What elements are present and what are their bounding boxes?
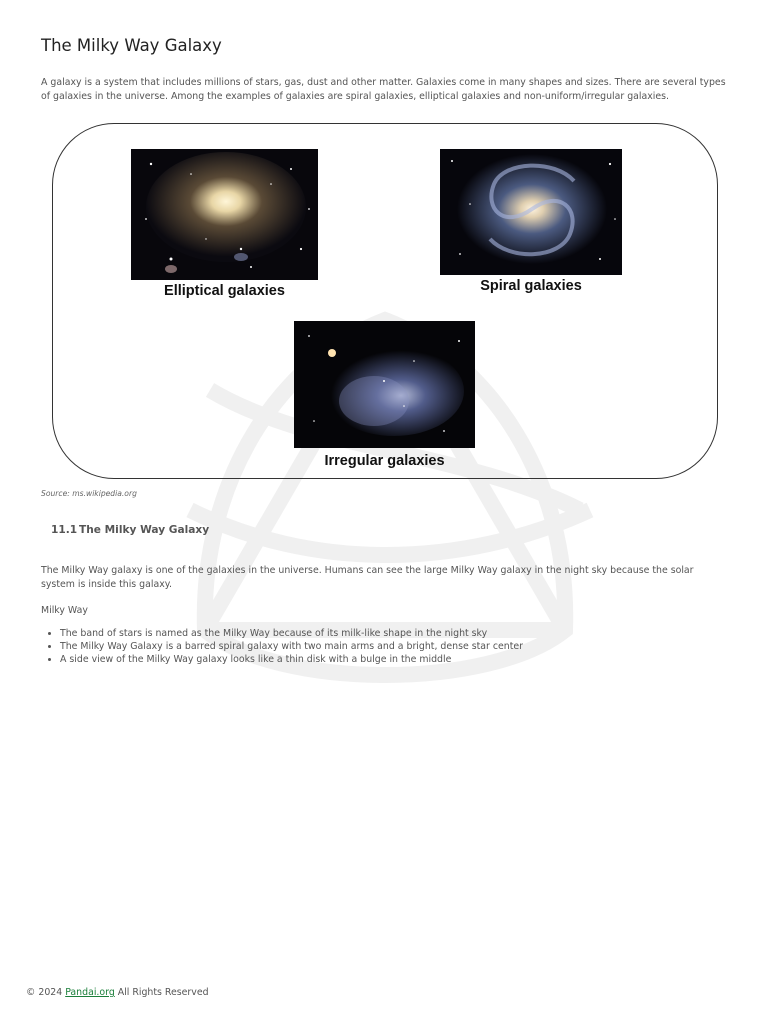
footer-link[interactable]: Pandai.org	[65, 987, 115, 998]
caption-irregular: Irregular galaxies	[324, 453, 445, 469]
intro-paragraph: A galaxy is a system that includes millions of stars, gas, dust and other matter. Galaxies come in many shapes and sizes. There are several types of galaxies in the universe. Among the examples of galaxies are spiral galaxies, elliptical galaxies and non-uniform/irregular galaxies.	[41, 77, 726, 102]
list-item: • A side view of the Milky Way galaxy looks like a thin disk with a bulge in the middle	[60, 653, 523, 666]
image-source: Source: ms.wikipedia.org	[41, 489, 137, 498]
bullet-list	[41, 627, 523, 666]
caption-elliptical: Elliptical galaxies	[164, 283, 285, 299]
elliptical-galaxy-image	[131, 149, 318, 280]
irregular-galaxy-image	[294, 321, 475, 448]
list-subheading: Milky Way	[41, 605, 88, 616]
section-title: The Milky Way Galaxy	[79, 524, 210, 536]
footer	[26, 987, 209, 998]
footer-rights: All Rights Reserved	[114, 987, 209, 998]
section-number: 11.1	[51, 524, 78, 536]
spiral-galaxy-image	[440, 149, 622, 275]
section-paragraph: The Milky Way galaxy is one of the galaxies in the universe. Humans can see the large Milky Way galaxy in the night sky because the solar system is inside this galaxy.	[41, 565, 694, 590]
list-item: • The band of stars is named as the Milky Way because of its milk-like shape in the night sky	[60, 627, 523, 640]
section-heading	[51, 524, 209, 536]
footer-copyright: © 2024	[26, 987, 66, 998]
page-title: The Milky Way Galaxy	[41, 36, 222, 55]
list-item: • The Milky Way Galaxy is a barred spiral galaxy with two main arms and a bright, dense star center	[60, 640, 523, 653]
caption-spiral: Spiral galaxies	[480, 278, 582, 294]
